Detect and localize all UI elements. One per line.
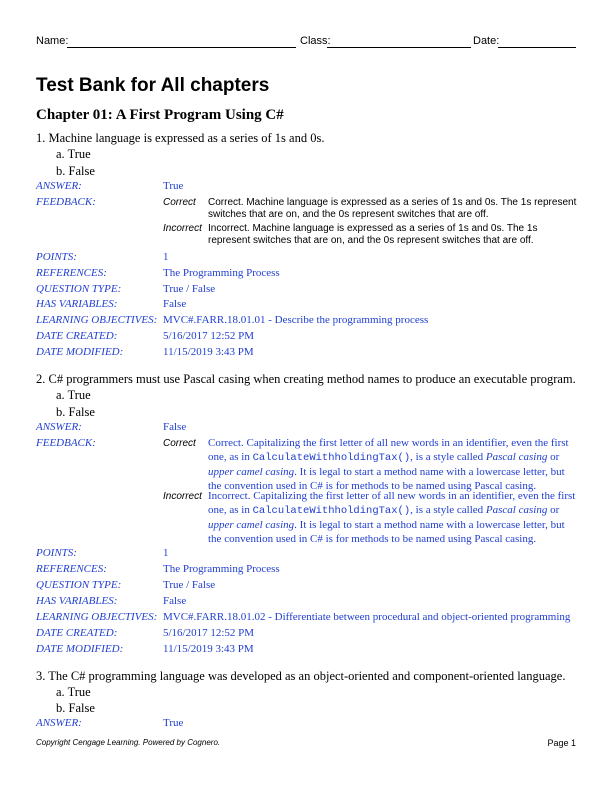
feedback-correct-label: Correct <box>163 438 196 449</box>
feedback-text-part: . It is legal to start a method name with a lowercase letter, but the convention used in C# is for methods to be named using Pascal casing. <box>208 466 565 492</box>
feedback-term: upper camel casing <box>208 466 295 478</box>
learning-objectives-label: LEARNING OBJECTIVES: <box>36 314 158 326</box>
answer-label: ANSWER: <box>36 717 82 729</box>
learning-objectives-label: LEARNING OBJECTIVES: <box>36 611 158 623</box>
name-class-date-header <box>36 35 576 49</box>
learning-objectives-value: MVC#.FARR.18.01.01 - Describe the programming process <box>163 314 429 326</box>
option-a: a. True <box>56 388 91 402</box>
date-created-value: 5/16/2017 12:52 PM <box>163 330 255 342</box>
feedback-code: CalculateWithholdingTax() <box>252 505 411 517</box>
feedback-term: Pascal casing <box>485 504 548 516</box>
name-label: Name: <box>36 35 69 47</box>
points-value: 1 <box>163 547 169 559</box>
class-blank <box>327 47 471 48</box>
question-type-label: QUESTION TYPE: <box>36 283 122 295</box>
answer-label: ANSWER: <box>36 421 82 433</box>
feedback-incorrect-text <box>208 489 580 546</box>
references-label: REFERENCES: <box>36 267 107 279</box>
question-type-label: QUESTION TYPE: <box>36 579 122 591</box>
feedback-correct-text: Correct. Machine language is expressed as a series of 1s and 0s. The 1s represent switches that are on, and the 0s represent switches that are off. <box>208 197 577 220</box>
feedback-correct-text <box>208 436 580 493</box>
question-text: 1. Machine language is expressed as a series of 1s and 0s. <box>36 131 325 145</box>
has-variables-label: HAS VARIABLES: <box>36 298 118 310</box>
references-value: The Programming Process <box>163 267 280 279</box>
points-label: POINTS: <box>36 547 77 559</box>
has-variables-label: HAS VARIABLES: <box>36 595 118 607</box>
date-created-value: 5/16/2017 12:52 PM <box>163 627 255 639</box>
feedback-text-part: , is a style called <box>410 451 486 463</box>
option-b: b. False <box>56 405 95 419</box>
feedback-incorrect-text: Incorrect. Machine language is expressed as a series of 1s and 0s. The 1s represent switches that are on, and the 0s represent switches that are off. <box>208 223 538 246</box>
page-title: Test Bank for All chapters <box>36 75 270 96</box>
date-modified-value: 11/15/2019 3:43 PM <box>163 643 254 655</box>
date-label: Date: <box>473 35 500 47</box>
feedback-correct-label: Correct <box>163 197 196 208</box>
feedback-text-part: Incorrect. Capitalizing the first letter of all new words in an identifier, even the first one, as in <box>208 490 576 516</box>
class-label: Class: <box>300 35 331 47</box>
feedback-incorrect-label: Incorrect <box>163 491 202 502</box>
learning-objectives-value: MVC#.FARR.18.01.02 - Differentiate between procedural and object-oriented programming <box>163 611 571 623</box>
answer-label: ANSWER: <box>36 180 82 192</box>
name-blank <box>67 47 296 48</box>
feedback-text-part: Correct. Capitalizing the first letter of all new words in an identifier, even the first one, as in <box>208 437 569 463</box>
answer-value: True <box>163 717 184 729</box>
question-text: 3. The C# programming language was developed as an object-oriented and component-oriented language. <box>36 669 566 683</box>
question-text: 2. C# programmers must use Pascal casing when creating method names to produce an executable program. <box>36 372 576 386</box>
points-value: 1 <box>163 251 169 263</box>
has-variables-value: False <box>163 298 187 310</box>
feedback-incorrect-label: Incorrect <box>163 223 202 234</box>
feedback-text-part: or <box>547 451 560 463</box>
has-variables-value: False <box>163 595 187 607</box>
references-value: The Programming Process <box>163 563 280 575</box>
feedback-code: CalculateWithholdingTax() <box>252 452 411 464</box>
option-b: b. False <box>56 164 95 178</box>
references-label: REFERENCES: <box>36 563 107 575</box>
date-created-label: DATE CREATED: <box>36 330 118 342</box>
feedback-label: FEEDBACK: <box>36 437 96 449</box>
page-number: Page 1 <box>547 738 576 748</box>
feedback-label: FEEDBACK: <box>36 196 96 208</box>
option-a: a. True <box>56 147 91 161</box>
question-type-value: True / False <box>163 579 216 591</box>
option-a: a. True <box>56 685 91 699</box>
feedback-text-part: or <box>547 504 560 516</box>
feedback-text-part: . It is legal to start a method name with a lowercase letter, but the convention used in C# is for methods to be named using Pascal casing. <box>208 519 565 545</box>
date-modified-label: DATE MODIFIED: <box>36 346 124 358</box>
option-b: b. False <box>56 701 95 715</box>
feedback-text-part: , is a style called <box>410 504 486 516</box>
answer-value: True <box>163 180 184 192</box>
points-label: POINTS: <box>36 251 77 263</box>
feedback-term: upper camel casing <box>208 519 295 531</box>
date-modified-label: DATE MODIFIED: <box>36 643 124 655</box>
date-blank <box>498 47 576 48</box>
date-modified-value: 11/15/2019 3:43 PM <box>163 346 254 358</box>
date-created-label: DATE CREATED: <box>36 627 118 639</box>
answer-value: False <box>163 421 187 433</box>
feedback-term: Pascal casing <box>485 451 548 463</box>
copyright-footer: Copyright Cengage Learning. Powered by Cognero. <box>36 738 221 747</box>
chapter-heading: Chapter 01: A First Program Using C# <box>36 107 284 123</box>
question-type-value: True / False <box>163 283 216 295</box>
